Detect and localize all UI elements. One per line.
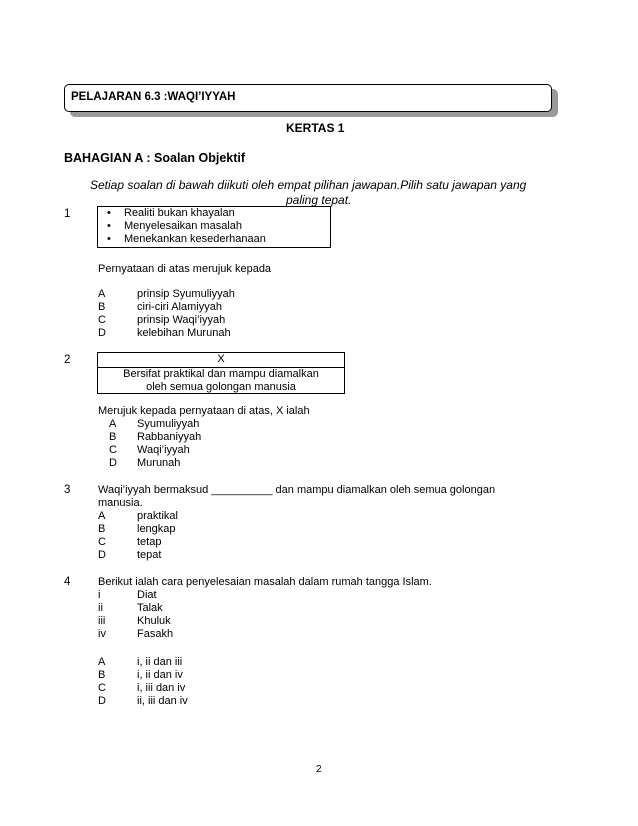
q2-option-letter: D [109, 457, 117, 469]
q2-statement-table [97, 352, 345, 394]
paper-title: KERTAS 1 [286, 121, 345, 135]
bullet-icon: • [107, 233, 111, 245]
q4-item-numeral: ii [98, 602, 103, 614]
q3-option-letter: D [98, 549, 106, 561]
q2-table-header: X [98, 353, 344, 368]
q2-option-text: Syumuliyyah [137, 418, 200, 430]
q1-option-text: ciri-ciri Alamiyyah [137, 301, 222, 313]
q1-number: 1 [64, 208, 71, 220]
q4-item-text: Diat [137, 589, 157, 601]
q3-stem-line-1: Waqi’iyyah bermaksud __________ dan mampu diamalkan oleh semua golongan [98, 484, 496, 496]
q3-option-letter: B [98, 523, 106, 535]
q1-bullet-text: Menekankan kesederhanaan [124, 233, 266, 245]
q2-option-text: Murunah [137, 457, 181, 469]
q2-table-line-1: Bersifat praktikal dan mampu diamalkan [123, 368, 319, 380]
q3-option-letter: C [98, 536, 106, 548]
q4-option-letter: D [98, 695, 106, 707]
q4-option-letter: B [98, 669, 106, 681]
q2-stem: Merujuk kepada pernyataan di atas, X ialah [98, 405, 310, 417]
q4-option-letter: A [98, 656, 106, 668]
q2-table-line-2: oleh semua golongan manusia [146, 381, 296, 393]
q4-stem: Berikut ialah cara penyelesaian masalah dalam rumah tangga Islam. [98, 576, 432, 588]
bullet-icon: • [107, 220, 111, 232]
instruction-line-1: Setiap soalan di bawah diikuti oleh empat pilihan jawapan.Pilih satu jawapan yang [90, 178, 527, 192]
q4-option-text: ii, iii dan iv [137, 695, 188, 707]
q3-option-text: tetap [137, 536, 162, 548]
q3-option-text: praktikal [137, 510, 178, 522]
instruction-line-2: paling tepat. [286, 193, 352, 207]
q2-number: 2 [64, 354, 71, 366]
q1-bullet-text: Realiti bukan khayalan [124, 207, 235, 219]
q4-item-numeral: i [98, 589, 101, 601]
q3-stem-line-2: manusia. [98, 497, 143, 509]
q1-option-text: prinsip Syumuliyyah [137, 288, 235, 300]
lesson-header-box [64, 84, 552, 112]
q1-bullet-text: Menyelesaikan masalah [124, 220, 243, 232]
q1-option-text: kelebihan Murunah [137, 327, 231, 339]
q4-item-text: Talak [137, 602, 163, 614]
q2-option-text: Waqi’iyyah [137, 444, 190, 456]
q4-option-text: i, iii dan iv [137, 682, 186, 694]
q3-option-letter: A [98, 510, 106, 522]
q1-statement-box [97, 206, 331, 248]
q3-option-text: lengkap [137, 523, 176, 535]
q2-option-letter: B [109, 431, 117, 443]
q2-option-letter: C [109, 444, 117, 456]
q1-option-letter: D [98, 327, 106, 339]
q4-number: 4 [64, 576, 71, 588]
q2-option-text: Rabbaniyyah [137, 431, 202, 443]
q2-option-letter: A [109, 418, 117, 430]
page-number: 2 [316, 764, 322, 775]
q1-option-text: prinsip Waqi’iyyah [137, 314, 226, 326]
bullet-icon: • [107, 207, 111, 219]
q3-option-text: tepat [137, 549, 162, 561]
q4-option-text: i, ii dan iii [137, 656, 183, 668]
q4-option-letter: C [98, 682, 106, 694]
q4-option-text: i, ii dan iv [137, 669, 183, 681]
q4-item-numeral: iii [98, 615, 106, 627]
lesson-title: PELAJARAN 6.3 :WAQI’IYYAH [71, 91, 236, 103]
section-title: BAHAGIAN A : Soalan Objektif [64, 151, 246, 165]
q4-item-text: Fasakh [137, 628, 174, 640]
q1-option-letter: C [98, 314, 106, 326]
q1-option-letter: B [98, 301, 106, 313]
q4-item-numeral: iv [98, 628, 106, 640]
q3-number: 3 [64, 484, 71, 496]
q1-stem: Pernyataan di atas merujuk kepada [98, 263, 272, 275]
q4-item-text: Khuluk [137, 615, 171, 627]
q1-option-letter: A [98, 288, 106, 300]
